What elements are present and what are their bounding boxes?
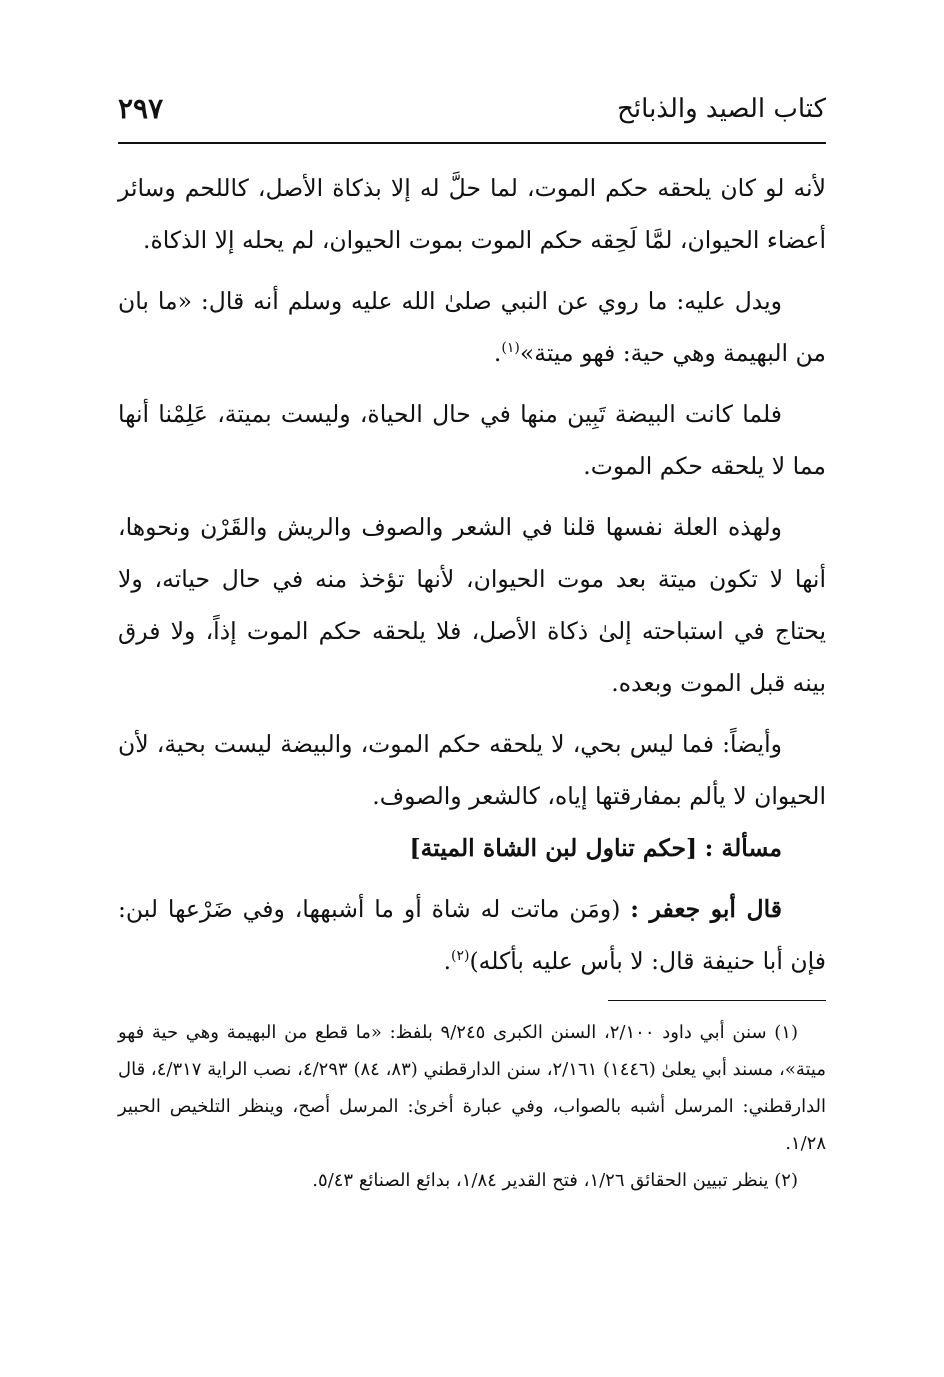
paragraph-2 [118,275,826,379]
footnotes [118,1014,826,1199]
issue-heading [118,822,826,874]
issue-title: [حكم تناول لبن الشاة الميتة] [409,834,698,862]
quote-paragraph [118,883,826,987]
quote-speaker: قال أبو جعفر : [630,895,782,923]
footnote-ref-1: (١) [501,340,520,357]
paragraph-5: وأيضاً: فما ليس بحي، لا يلحقه حكم الموت، والبيضة ليست بحية، لأن الحيوان لا يألم بمفارقتها إياه، كالشعر والصوف. [118,730,826,810]
footnote-2: (٢) ينظر تبيين الحقائق ١/٢٦، فتح القدير ١/٨٤، بدائع الصنائع ٥/٤٣. [312,1170,798,1191]
footnote-ref-2: (٢) [451,948,470,965]
quote-end: . [443,947,452,975]
issue-label: مسألة : [704,834,782,862]
quote-text: (ومَن ماتت له شاة أو ما أشبهها، وفي ضَرْعها لبن: فإن أبا حنيفة قال: لا بأس عليه بأكله) [118,895,826,975]
footnote-separator [608,1000,826,1001]
paragraph-3: فلما كانت البيضة تَبِين منها في حال الحياة، وليست بميتة، عَلِمْنا أنها مما لا يلحقه حكم الموت. [118,400,826,480]
paragraph-1: لأنه لو كان يلحقه حكم الموت، لما حلَّ له إلا بذكاة الأصل، كاللحم وسائر أعضاء الحيوان، لمَّا لَحِقه حكم الموت بموت الحيوان، لم يحله إلا الذكاة. [118,174,826,254]
page-number: ٢٩٧ [118,92,164,125]
header-rule [118,142,826,144]
paragraph-2-end: . [493,339,502,367]
paragraph-2-text: ويدل عليه: ما روي عن النبي صلىٰ الله عليه وسلم أنه قال: «ما بان من البهيمة وهي حية: فهو ميتة» [118,287,826,367]
page-header [118,92,826,138]
running-title: كتاب الصيد والذبائح [617,94,826,124]
paragraph-4: ولهذه العلة نفسها قلنا في الشعر والصوف والريش والقَرْن ونحوها، أنها لا تكون ميتة بعد موت الحيوان، لأنها تؤخذ منه في حال حياته، ولا يحتاج في استباحته إلىٰ ذكاة الأصل، فلا يلحقه حكم الموت إذاً، ولا فرق بينه قبل الموت وبعده. [118,513,826,697]
main-text [118,162,826,987]
footnote-1: (١) سنن أبي داود ٢/١٠٠، السنن الكبرى ٩/٢٤٥ بلفظ: «ما قطع من البهيمة وهي حية فهو ميتة»، مسند أبي يعلىٰ (١٤٤٦) ٢/١٦١، سنن الدارقطني (٨٣، ٨٤) ٤/٢٩٣، نصب الراية ٤/٣١٧، قال الدارقطني: المرسل أشبه بالصواب، وفي عبارة أخرىٰ: المرسل أصح، وينظر التلخيص الحبير ١/٢٨. [118,1022,826,1154]
